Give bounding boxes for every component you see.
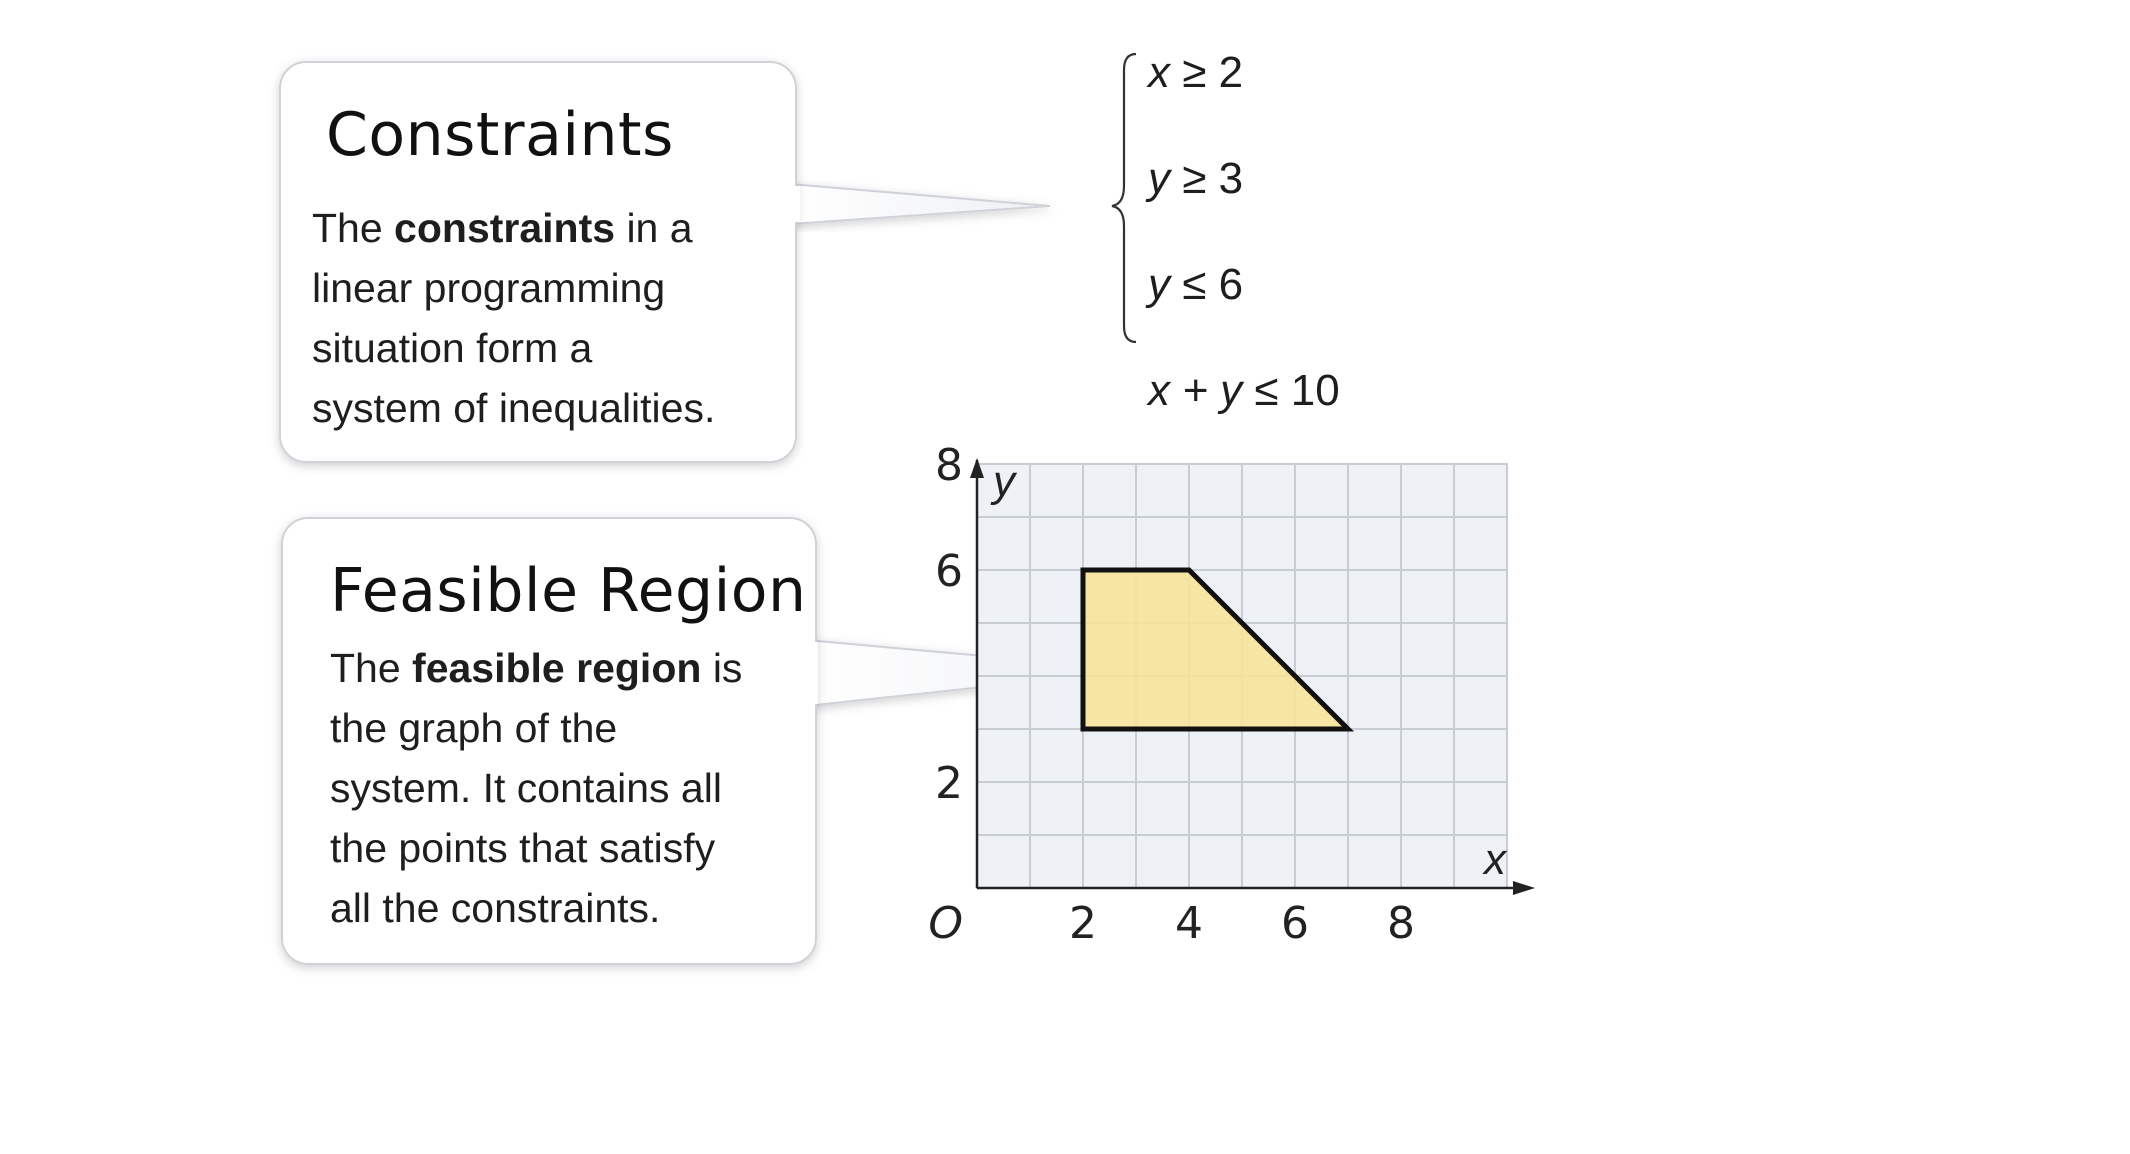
inequality-variables: x + y xyxy=(1148,366,1243,415)
text-segment: is xyxy=(701,645,743,691)
x-axis-arrow-icon xyxy=(1513,881,1535,895)
inequality-bound: ≤ 6 xyxy=(1170,260,1244,309)
key-term: feasible region xyxy=(412,645,702,691)
inequality-variables: y xyxy=(1148,154,1170,203)
text-segment: in a xyxy=(615,205,693,251)
y-axis-label: y xyxy=(993,457,1015,506)
x-tick-label: 8 xyxy=(1387,898,1415,949)
x-axis-label: x xyxy=(1484,835,1506,884)
text-segment: system of inequalities. xyxy=(312,385,716,431)
y-tick-label: 2 xyxy=(935,758,963,809)
y-tick-label: 6 xyxy=(935,546,963,597)
text-segment: the graph of the xyxy=(330,705,618,751)
x-tick-label: 4 xyxy=(1175,898,1203,949)
origin-label: O xyxy=(928,898,963,949)
x-tick-label: 6 xyxy=(1281,898,1309,949)
key-term: constraints xyxy=(394,205,616,251)
text-segment: situation form a xyxy=(312,325,593,371)
text-segment: linear programming xyxy=(312,265,666,311)
feasible-region-title: Feasible Region xyxy=(330,556,807,626)
text-segment: The xyxy=(330,645,413,691)
inequality-bound: ≥ 3 xyxy=(1170,154,1244,203)
inequality-variables: x xyxy=(1148,48,1170,97)
text-segment: all the constraints. xyxy=(330,885,661,931)
inequality-bound: ≤ 10 xyxy=(1242,366,1340,415)
inequality-bound: ≥ 2 xyxy=(1170,48,1244,97)
text-segment: system. It contains all xyxy=(330,765,722,811)
x-tick-label: 2 xyxy=(1069,898,1097,949)
y-tick-label: 8 xyxy=(935,440,963,491)
constraints-title: Constraints xyxy=(326,100,674,170)
inequality-variables: y xyxy=(1148,260,1170,309)
text-segment: The xyxy=(312,205,395,251)
text-segment: the points that satisfy xyxy=(330,825,716,871)
